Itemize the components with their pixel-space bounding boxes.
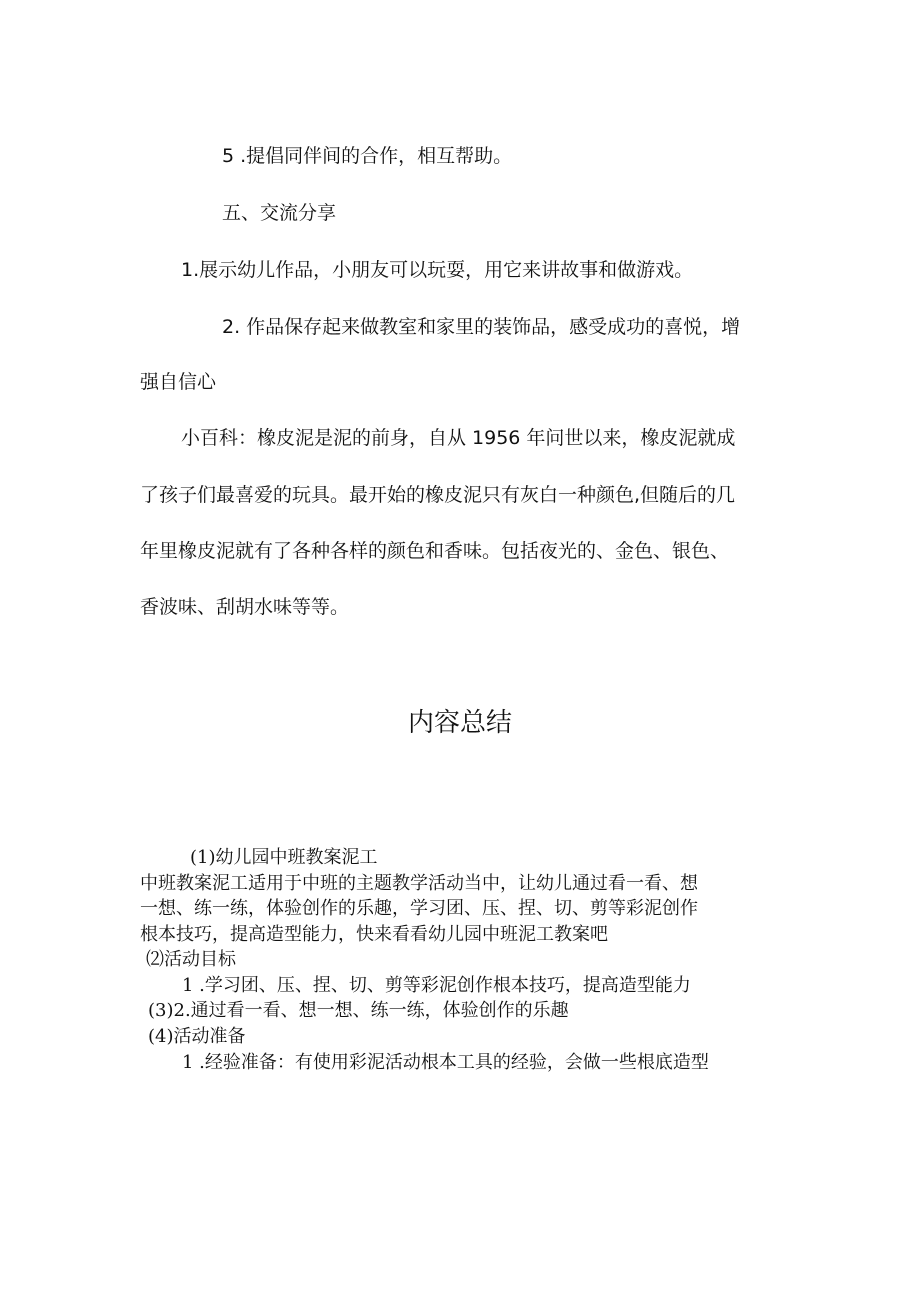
summary-intro-line-2: 一想、练一练，体验创作的乐趣，学习团、压、捏、切、剪等彩泥创作 — [140, 898, 698, 919]
summary-title: 内容总结 — [407, 708, 512, 738]
item-5: 5 .提倡同伴间的合作，相互帮助。 — [222, 145, 513, 167]
summary-item-2-heading: ⑵活动目标 — [146, 949, 236, 970]
summary-prep-1: 1 .经验准备：有使用彩泥活动根本工具的经验，会做一些根底造型 — [182, 1052, 709, 1073]
encyclopedia-line-2: 了孩子们最喜爱的玩具。最开始的橡皮泥只有灰白一种颜色,但随后的几 — [140, 484, 736, 506]
summary-intro-line-3: 根本技巧，提高造型能力，快来看看幼儿园中班泥工教案吧 — [140, 924, 608, 945]
encyclopedia-line-1: 小百科：橡皮泥是泥的前身，自从 1956 年问世以来，橡皮泥就成 — [181, 427, 736, 449]
summary-goal-1: 1 .学习团、压、捏、切、剪等彩泥创作根本技巧，提高造型能力 — [182, 975, 691, 996]
encyclopedia-line-3: 年里橡皮泥就有了各种各样的颜色和香味。包括夜光的、金色、银色、 — [140, 540, 730, 562]
paragraph-2-line-2: 强自信心 — [140, 371, 217, 393]
encyclopedia-line-4: 香波味、刮胡水味等等。 — [140, 596, 350, 618]
paragraph-1: 1.展示幼儿作品，小朋友可以玩耍，用它来讲故事和做游戏。 — [181, 259, 694, 281]
section-heading-share: 五、交流分享 — [222, 202, 337, 224]
summary-item-1-heading: (1)幼儿园中班教案泥工 — [190, 847, 378, 868]
summary-intro-line-1: 中班教案泥工适用于中班的主题教学活动当中，让幼儿通过看一看、想 — [140, 873, 698, 894]
summary-item-4-heading: (4)活动准备 — [148, 1026, 246, 1047]
summary-item-3: (3)2.通过看一看、想一想、练一练，体验创作的乐趣 — [148, 1000, 569, 1021]
paragraph-2-line-1: 2. 作品保存起来做教室和家里的装饰品，感受成功的喜悦，增 — [222, 316, 741, 338]
